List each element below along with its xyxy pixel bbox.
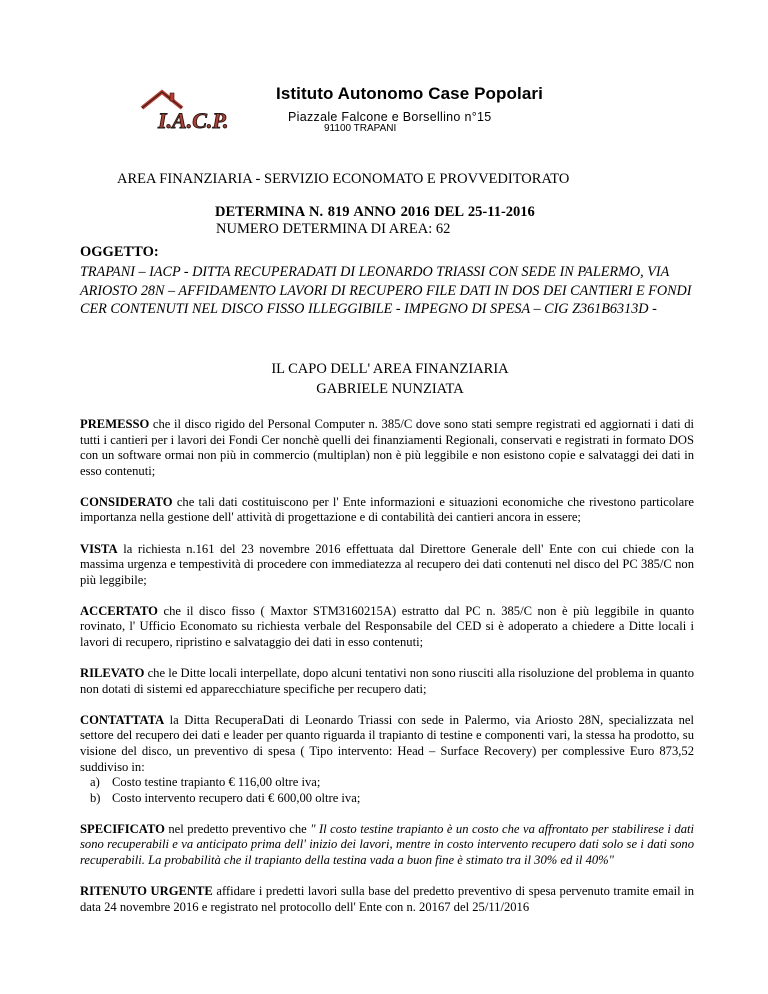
keyword: ACCERTATO bbox=[80, 603, 158, 618]
paragraph-text: affidare i predetti lavori sulla base del predetto preventivo di spesa pervenuto tramite email in data 24 novembre 2016 e registrato nel protocollo dell' Ente con n. 20167 del 25/11/2016 bbox=[80, 884, 694, 914]
keyword: RITENUTO URGENTE bbox=[80, 884, 213, 899]
paragraph-text: che il disco rigido del Personal Computer n. 385/C dove sono stati sempre registrati ed aggiornati i dati di tutti i cantieri per i lavori dei Fondi Cer nonchè quelli dei finanziamenti Regionali, conservati e registrati in formato DOS con un software ormai non più in commercio (multiplan) non è più leggibile e non esistono copie e salvataggi dei dati in esso contenuti; bbox=[80, 417, 694, 478]
iacp-logo bbox=[140, 84, 270, 134]
logo-text: I.A.C.P. bbox=[158, 108, 229, 133]
paragraph-contattata bbox=[80, 713, 694, 775]
institute-address: Piazzale Falcone e Borsellino n°15 bbox=[288, 110, 492, 124]
keyword: RILEVATO bbox=[80, 666, 145, 681]
paragraph-vista bbox=[80, 542, 694, 589]
paragraph-considerato bbox=[80, 495, 694, 526]
determina-area-number: NUMERO DETERMINA DI AREA: 62 bbox=[216, 221, 451, 237]
capo-block bbox=[0, 359, 768, 399]
paragraph-rilevato bbox=[80, 666, 694, 697]
capo-title: IL CAPO DELL' AREA FINANZIARIA bbox=[271, 361, 509, 377]
paragraph-text: che le Ditte locali interpellate, dopo alcuni tentativi non sono riusciti alla risoluzione del problema in quanto non dotati di sistemi ed apparecchiature specifiche per recupero dati; bbox=[80, 666, 694, 696]
list-item bbox=[80, 775, 694, 791]
institute-city: 91100 TRAPANI bbox=[324, 123, 397, 134]
letterhead bbox=[140, 80, 640, 140]
paragraph-text: che il disco fisso ( Maxtor STM3160215A) estratto dal PC n. 385/C non è più leggibile in quanto rovinato, l' Ufficio Economato su richiesta verbale del Responsabile del CED si è adoperato a chiedere a Ditte locali i lavori di recupero, ripristino e salvataggio dei dati in esso contenuti; bbox=[80, 603, 694, 650]
keyword: VISTA bbox=[80, 541, 118, 556]
oggetto-label: OGGETTO: bbox=[80, 244, 159, 260]
keyword: PREMESSO bbox=[80, 417, 150, 431]
paragraph-text: la Ditta RecuperaDati di Leonardo Triassi con sede in Palermo, via Ariosto 28N, specializzata nel settore del recupero dei dati e leader per quanto riguarda il trapianto di testine e componenti vari, la stessa ha prodotto, su visione del disco, un preventivo di spesa ( Tipo intervento: Head – Surface Recovery) per complessive Euro 873,52 suddiviso in: bbox=[80, 712, 694, 774]
paragraph-text: la richiesta n.161 del 23 novembre 2016 effettuata dal Direttore Generale dell' Ente con cui chiede con la massima urgenza e tempestività di procedere con immediatezza al recupero dei dati contenuti nel disco del PC 385/C non più leggibile; bbox=[80, 541, 694, 587]
list-item bbox=[80, 791, 694, 807]
keyword: CONSIDERATO bbox=[80, 494, 173, 509]
list-text: Costo intervento recupero dati € 600,00 oltre iva; bbox=[112, 790, 361, 805]
institute-name: Istituto Autonomo Case Popolari bbox=[276, 84, 543, 103]
keyword: SPECIFICATO bbox=[80, 821, 165, 836]
paragraph-text: nel predetto preventivo che bbox=[164, 821, 311, 836]
list-label: a) bbox=[90, 775, 100, 790]
paragraph-ritenuto bbox=[80, 884, 694, 915]
paragraph-contattata-block bbox=[80, 713, 694, 807]
cost-list bbox=[80, 775, 694, 806]
list-text: Costo testine trapianto € 116,00 oltre iva; bbox=[112, 775, 321, 790]
paragraph-premesso bbox=[80, 417, 694, 479]
paragraph-text: che tali dati costituiscono per l' Ente informazioni e situazioni economiche che rivestono particolare importanza nella gestione dell' attività di progettazione e di contabilità dei cantieri ancora in essere; bbox=[80, 494, 694, 525]
paragraph-accertato bbox=[80, 604, 694, 651]
list-label: b) bbox=[90, 790, 101, 805]
keyword: CONTATTATA bbox=[80, 712, 165, 727]
capo-name: GABRIELE NUNZIATA bbox=[316, 381, 464, 397]
oggetto-text: TRAPANI – IACP - DITTA RECUPERADATI DI LEONARDO TRIASSI CON SEDE IN PALERMO, VIA ARIOSTO 28N – AFFIDAMENTO LAVORI DI RECUPERO FILE DATI IN DOS DEI CANTIERI E FONDI CER CONTENUTI NEL DISCO FISSO ILLEGGIBILE - IMPEGNO DI SPESA – CIG Z361B6313D - bbox=[80, 264, 692, 317]
determina-title: DETERMINA N. 819 ANNO 2016 DEL 25-11-2016 bbox=[215, 204, 535, 220]
institute-block bbox=[276, 84, 543, 134]
quoted-text: " Il costo testine trapianto è un costo che va affrontato per stabilirese i dati sono recuperabili e va anticipato prima dell' inizio dei lavori, mentre in costo intervento recupero dati solo se i dati sono recuperabili. La probabilità che il trapianto della testina vada a buon fine è stimato tra il 30% ed il 40%" bbox=[80, 821, 694, 868]
paragraph-specificato bbox=[80, 822, 694, 869]
document-body bbox=[80, 417, 694, 931]
area-title: AREA FINANZIARIA - SERVIZIO ECONOMATO E PROVVEDITORATO bbox=[117, 171, 570, 187]
